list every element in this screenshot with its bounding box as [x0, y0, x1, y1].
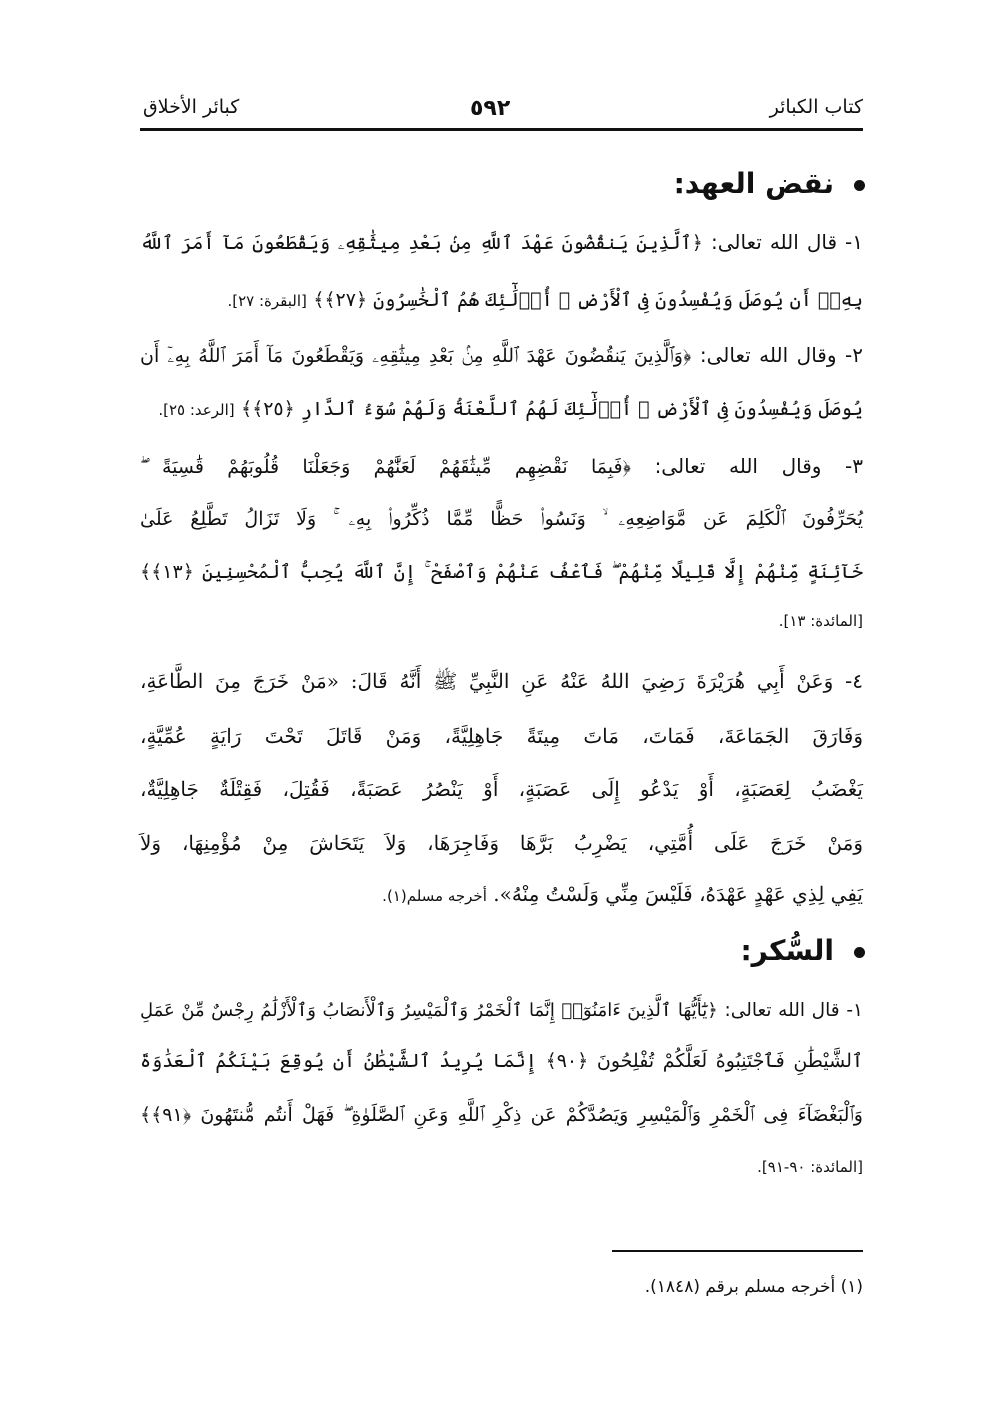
item-intro: قال الله تعالى: [710, 230, 838, 254]
item-intro: وقال الله تعالى: [654, 454, 822, 478]
verse-reference: [المائدة: ١٣]. [778, 612, 863, 630]
item-4-line-2: وَفَارَقَ الجَمَاعَةَ، فَمَاتَ، مَاتَ مِيتَةً جَاهِلِيَّةً، وَمَنْ قَاتَلَ تَحْتَ رَايَةٍ عُمِّيَّةٍ، [140, 724, 863, 748]
item-1-line-2 [140, 284, 863, 316]
section-heading-intoxication [740, 934, 865, 967]
item-3-line-3: خَآئِنَةٍ مِّنْهُمْ إِلَّا قَلِيلًا مِّنْهُمْ ۖ فَٱعْفُ عَنْهُمْ وَٱصْفَحْ ۚ إِنَّ ٱللَّهَ يُحِبُّ ٱلْمُحْسِنِينَ ﴿١٣﴾﴾ [140, 561, 863, 583]
quran-verse: ﴿يَٰٓأَيُّهَا ٱلَّذِينَ ءَامَنُوٓا۟ إِنَّمَا ٱلْخَمْرُ وَٱلْمَيْسِرُ وَٱلْأَنصَابُ وَٱلْأَزْلَٰمُ رِجْسٌ مِّنْ عَمَلِ [140, 1000, 718, 1021]
hadith-source-note: أخرجه مسلم(١). [382, 887, 487, 905]
item-number: ١- [845, 230, 864, 254]
quran-verse: ﴿وَٱلَّذِينَ يَنقُضُونَ عَهْدَ ٱللَّهِ مِنۢ بَعْدِ مِيثَٰقِهِۦ وَيَقْطَعُونَ مَآ أَمَرَ ٱللَّهُ بِهِۦٓ أَن [140, 345, 692, 367]
section-heading-breaking-covenant [674, 167, 865, 200]
item-2-line-1 [140, 340, 863, 371]
hadith-text: وَعَنْ أَبِي هُرَيْرَةَ رَضِيَ اللهُ عَنْهُ عَنِ النَّبِيِّ ﷺ أَنَّهُ قَالَ: «مَنْ خَرَجَ مِنَ الطَّاعَةِ، [140, 669, 834, 693]
s2-item-1-line-1 [140, 995, 863, 1026]
item-number: ٣- [845, 454, 863, 478]
item-number: ٢- [845, 343, 864, 367]
s2-item-1-line-3: وَٱلْبَغْضَآءَ فِى ٱلْخَمْرِ وَٱلْمَيْسِرِ وَيَصُدَّكُمْ عَن ذِكْرِ ٱللَّهِ وَعَنِ ٱلصَّلَوٰةِ ۖ فَهَلْ أَنتُم مُّنتَهُونَ ﴿٩١﴾﴾ [140, 1104, 863, 1126]
item-1-line-1 [140, 227, 863, 258]
verse-reference: [البقرة: ٢٧]. [227, 292, 307, 310]
footnote: (١) أخرجه مسلم برقم (١٨٤٨). [644, 1277, 863, 1297]
quran-verse: يُوصَلَ وَيُفْسِدُونَ فِى ٱلْأَرْضِ ۙ أُو۟لَٰٓئِكَ لَهُمُ ٱللَّعْنَةُ وَلَهُمْ سُوٓءُ ٱلدَّارِ ﴿٢٥﴾﴾ [240, 398, 863, 420]
quran-verse: ﴿ٱلَّذِينَ يَنقُضُونَ عَهْدَ ٱللَّهِ مِنۢ بَعْدِ مِيثَٰقِهِۦ وَيَقْطَعُونَ مَآ أَمَرَ ٱللَّهُ [140, 232, 703, 254]
item-3-line-1 [140, 451, 863, 482]
quran-verse: ﴿فَبِمَا نَقْضِهِم مِّيثَٰقَهُمْ لَعَنَّٰهُمْ وَجَعَلْنَا قُلُوبَهُمْ قَٰسِيَةً ۖ [140, 456, 631, 478]
hadith-text: يَفِي لِذِي عَهْدٍ عَهْدَهُ، فَلَيْسَ مِنِّي وَلَسْتُ مِنْهُ». [493, 882, 863, 906]
s2-item-1-line-2: ٱلشَّيْطَٰنِ فَٱجْتَنِبُوهُ لَعَلَّكُمْ تُفْلِحُونَ ﴿٩٠﴾ إِنَّمَا يُرِيدُ ٱلشَّيْطَٰنُ أَن يُوقِعَ بَيْنَكُمُ ٱلْعَدَٰوَةَ [140, 1050, 863, 1072]
bullet-icon [854, 180, 865, 191]
item-4-line-5 [140, 879, 863, 911]
quran-verse: بِهِۦٓ أَن يُوصَلَ وَيُفْسِدُونَ فِى ٱلْأَرْضِ ۚ أُو۟لَٰٓئِكَ هُمُ ٱلْخَٰسِرُونَ ﴿٢٧﴾﴾ [313, 289, 863, 311]
item-number: ٤- [845, 669, 864, 693]
item-2-line-2 [140, 393, 863, 425]
header-book-title: كتاب الكبائر [769, 96, 863, 118]
bullet-icon [854, 947, 865, 958]
verse-reference: [الرعد: ٢٥]. [158, 401, 235, 419]
item-intro: وقال الله تعالى: [699, 343, 837, 367]
verse-reference: [المائدة: ٩٠-٩١]. [757, 1158, 863, 1176]
section-heading-text: نقض العهد: [673, 167, 834, 200]
item-number: ١- [846, 1000, 863, 1021]
page-number: ٥٩٢ [470, 96, 511, 121]
item-4-line-3: يَغْضَبُ لِعَصَبَةٍ، أَوْ يَدْعُو إِلَى عَصَبَةٍ، أَوْ يَنْصُرُ عَصَبَةً، فَقُتِلَ، فَقِتْلَةٌ جَاهِلِيَّةٌ، [140, 777, 863, 801]
item-4-line-1 [140, 666, 863, 696]
header-rule [140, 128, 863, 131]
footnote-rule [612, 1250, 863, 1252]
section-heading-text: السُّكر: [740, 934, 834, 967]
header-chapter-title: كبائر الأخلاق [143, 96, 240, 118]
item-3-line-2: يُحَرِّفُونَ ٱلْكَلِمَ عَن مَّوَاضِعِهِۦ ۙ وَنَسُوا۟ حَظًّا مِّمَّا ذُكِّرُوا۟ بِهِۦ ۚ وَلَا تَزَالُ تَطَّلِعُ عَلَىٰ [140, 508, 863, 530]
item-4-line-4: وَمَنْ خَرَجَ عَلَى أُمَّتِي، يَضْرِبُ بَرَّهَا وَفَاجِرَهَا، وَلاَ يَتَحَاشَ مِنْ مُؤْمِنِهَا، وَلاَ [140, 831, 863, 855]
item-intro: قال الله تعالى: [724, 1000, 840, 1021]
